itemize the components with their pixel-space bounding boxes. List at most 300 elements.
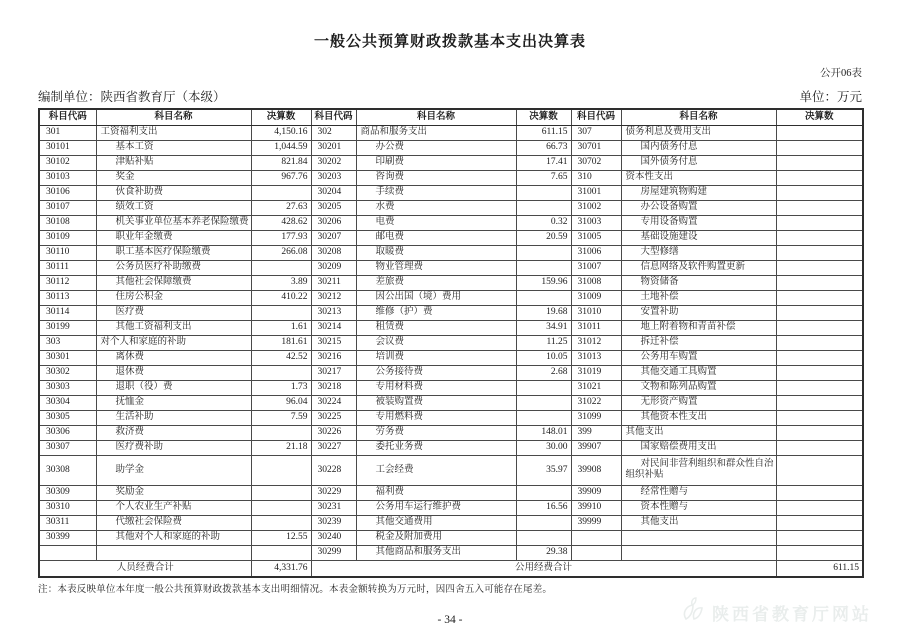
subject-code-cell: 30303: [39, 380, 96, 395]
column-header-amount-1: 决算数: [251, 109, 311, 125]
amount-cell: [776, 275, 863, 290]
subject-code-cell: 30310: [39, 500, 96, 515]
table-row: [39, 380, 863, 395]
subject-code-cell: 30302: [39, 365, 96, 380]
table-row: [39, 245, 863, 260]
subject-name-cell: 咨询费: [356, 170, 516, 185]
amount-cell: [776, 455, 863, 485]
subject-name-cell: 其他商品和服务支出: [356, 545, 516, 560]
amount-cell: 148.01: [516, 425, 571, 440]
subject-code-cell: 30304: [39, 395, 96, 410]
amount-cell: [516, 185, 571, 200]
subject-code-cell: 31005: [571, 230, 621, 245]
amount-cell: [776, 290, 863, 305]
subject-code-cell: [39, 545, 96, 560]
amount-cell: [776, 185, 863, 200]
subject-code-cell: 30107: [39, 200, 96, 215]
amount-cell: [516, 395, 571, 410]
amount-cell: [776, 425, 863, 440]
subject-name-cell: 奖励金: [96, 485, 251, 500]
subject-code-cell: [571, 545, 621, 560]
form-number-label: 公开06表: [820, 68, 862, 79]
subject-name-cell: 机关事业单位基本养老保险缴费: [96, 215, 251, 230]
subject-code-cell: 30214: [311, 320, 356, 335]
subject-name-cell: 退休费: [96, 365, 251, 380]
table-footer-row: [39, 560, 863, 577]
budget-table: [38, 108, 864, 578]
subject-code-cell: 307: [571, 125, 621, 140]
subject-name-cell: 基础设施建设: [621, 230, 776, 245]
amount-cell: 16.56: [516, 500, 571, 515]
subject-code-cell: 31013: [571, 350, 621, 365]
subject-name-cell: 电费: [356, 215, 516, 230]
amount-cell: [776, 350, 863, 365]
subject-code-cell: 30109: [39, 230, 96, 245]
column-header-name-1: 科目名称: [96, 109, 251, 125]
table-row: [39, 155, 863, 170]
amount-cell: [251, 425, 311, 440]
amount-cell: 1,044.59: [251, 140, 311, 155]
footer-personnel-total: 4,331.76: [251, 560, 311, 577]
table-row: [39, 170, 863, 185]
amount-cell: [516, 200, 571, 215]
subject-code-cell: 30217: [311, 365, 356, 380]
column-header-code-1: 科目代码: [39, 109, 96, 125]
amount-cell: 266.08: [251, 245, 311, 260]
subject-name-cell: 债务利息及费用支出: [621, 125, 776, 140]
subject-name-cell: [621, 530, 776, 545]
column-header-name-3: 科目名称: [621, 109, 776, 125]
amount-cell: [516, 410, 571, 425]
subject-name-cell: 公务用车购置: [621, 350, 776, 365]
table-row: [39, 230, 863, 245]
table-row: [39, 320, 863, 335]
table-row: [39, 200, 863, 215]
subject-name-cell: 助学金: [96, 455, 251, 485]
table-row: [39, 425, 863, 440]
subject-name-cell: 商品和服务支出: [356, 125, 516, 140]
amount-cell: [516, 380, 571, 395]
amount-cell: 410.22: [251, 290, 311, 305]
subject-code-cell: 31006: [571, 245, 621, 260]
subject-name-cell: 公务用车运行维护费: [356, 500, 516, 515]
subject-code-cell: 31021: [571, 380, 621, 395]
table-row: [39, 410, 863, 425]
subject-code-cell: 30218: [311, 380, 356, 395]
amount-cell: 1.73: [251, 380, 311, 395]
table-row: [39, 290, 863, 305]
subject-name-cell: 公务接待费: [356, 365, 516, 380]
amount-cell: 19.68: [516, 305, 571, 320]
table-row: [39, 485, 863, 500]
subject-code-cell: 31011: [571, 320, 621, 335]
subject-name-cell: 离休费: [96, 350, 251, 365]
subject-name-cell: 职工基本医疗保险缴费: [96, 245, 251, 260]
amount-cell: [776, 215, 863, 230]
subject-name-cell: 大型修缮: [621, 245, 776, 260]
amount-cell: [251, 545, 311, 560]
table-row: [39, 545, 863, 560]
subject-code-cell: 30301: [39, 350, 96, 365]
table-row: [39, 440, 863, 455]
subject-code-cell: 399: [571, 425, 621, 440]
page-number: - 34 -: [437, 614, 463, 626]
subject-code-cell: 30299: [311, 545, 356, 560]
subject-code-cell: 30239: [311, 515, 356, 530]
amount-cell: 29.38: [516, 545, 571, 560]
subject-code-cell: 31002: [571, 200, 621, 215]
subject-name-cell: 培训费: [356, 350, 516, 365]
subject-name-cell: 文物和陈列品购置: [621, 380, 776, 395]
amount-cell: [776, 125, 863, 140]
subject-code-cell: 30308: [39, 455, 96, 485]
subject-name-cell: 个人农业生产补贴: [96, 500, 251, 515]
subject-code-cell: 30307: [39, 440, 96, 455]
amount-cell: 967.76: [251, 170, 311, 185]
amount-cell: [776, 155, 863, 170]
subject-name-cell: 福利费: [356, 485, 516, 500]
subject-code-cell: 39999: [571, 515, 621, 530]
subject-name-cell: 生活补助: [96, 410, 251, 425]
subject-name-cell: 土地补偿: [621, 290, 776, 305]
subject-name-cell: 被装购置费: [356, 395, 516, 410]
amount-cell: 34.91: [516, 320, 571, 335]
table-row: [39, 125, 863, 140]
table-row: [39, 350, 863, 365]
subject-code-cell: 30205: [311, 200, 356, 215]
unit-label: 单位：万元: [799, 90, 862, 104]
subject-name-cell: 维修（护）费: [356, 305, 516, 320]
subject-code-cell: 30702: [571, 155, 621, 170]
column-header-amount-2: 决算数: [516, 109, 571, 125]
amount-cell: [776, 320, 863, 335]
table-row: [39, 500, 863, 515]
subject-name-cell: 其他交通费用: [356, 515, 516, 530]
subject-code-cell: 30701: [571, 140, 621, 155]
subject-name-cell: 手续费: [356, 185, 516, 200]
subject-code-cell: 30106: [39, 185, 96, 200]
subject-code-cell: 30113: [39, 290, 96, 305]
subject-name-cell: 会议费: [356, 335, 516, 350]
subject-name-cell: 国外债务付息: [621, 155, 776, 170]
subject-code-cell: 31003: [571, 215, 621, 230]
amount-cell: 96.04: [251, 395, 311, 410]
table-row: [39, 530, 863, 545]
amount-cell: [251, 485, 311, 500]
subject-name-cell: 办公费: [356, 140, 516, 155]
subject-code-cell: 30114: [39, 305, 96, 320]
subject-name-cell: 房屋建筑物购建: [621, 185, 776, 200]
amount-cell: [516, 245, 571, 260]
subject-name-cell: 救济费: [96, 425, 251, 440]
subject-name-cell: 退职（役）费: [96, 380, 251, 395]
subject-code-cell: 30112: [39, 275, 96, 290]
subject-code-cell: 31007: [571, 260, 621, 275]
subject-code-cell: 30399: [39, 530, 96, 545]
subject-name-cell: 资本性赠与: [621, 500, 776, 515]
subject-code-cell: 30229: [311, 485, 356, 500]
amount-cell: [251, 305, 311, 320]
amount-cell: [776, 140, 863, 155]
subject-name-cell: 无形资产购置: [621, 395, 776, 410]
subject-code-cell: 30207: [311, 230, 356, 245]
subject-name-cell: 其他交通工具购置: [621, 365, 776, 380]
subject-code-cell: 39910: [571, 500, 621, 515]
subject-name-cell: 其他支出: [621, 515, 776, 530]
subject-code-cell: 30206: [311, 215, 356, 230]
amount-cell: 428.62: [251, 215, 311, 230]
amount-cell: [251, 500, 311, 515]
amount-cell: [251, 260, 311, 275]
amount-cell: [776, 365, 863, 380]
table-row: [39, 365, 863, 380]
subject-code-cell: 30202: [311, 155, 356, 170]
amount-cell: 21.18: [251, 440, 311, 455]
amount-cell: 10.05: [516, 350, 571, 365]
subject-code-cell: 30305: [39, 410, 96, 425]
amount-cell: 181.61: [251, 335, 311, 350]
subject-code-cell: 302: [311, 125, 356, 140]
amount-cell: 821.84: [251, 155, 311, 170]
subject-code-cell: 30306: [39, 425, 96, 440]
amount-cell: [516, 290, 571, 305]
subject-code-cell: 31099: [571, 410, 621, 425]
amount-cell: 611.15: [516, 125, 571, 140]
amount-cell: 27.63: [251, 200, 311, 215]
amount-cell: [776, 500, 863, 515]
amount-cell: 159.96: [516, 275, 571, 290]
subject-code-cell: 31009: [571, 290, 621, 305]
subject-name-cell: 对民间非营利组织和群众性自治组织补贴: [621, 455, 776, 485]
subject-code-cell: 30240: [311, 530, 356, 545]
subject-name-cell: 津贴补贴: [96, 155, 251, 170]
subject-name-cell: 基本工资: [96, 140, 251, 155]
subject-code-cell: 30215: [311, 335, 356, 350]
subject-name-cell: 邮电费: [356, 230, 516, 245]
subject-code-cell: 30231: [311, 500, 356, 515]
subject-name-cell: 经常性赠与: [621, 485, 776, 500]
subject-name-cell: 工会经费: [356, 455, 516, 485]
subject-name-cell: 办公设备购置: [621, 200, 776, 215]
amount-cell: [251, 185, 311, 200]
amount-cell: 1.61: [251, 320, 311, 335]
subject-code-cell: 30311: [39, 515, 96, 530]
subject-code-cell: 30103: [39, 170, 96, 185]
table-note: 注：本表反映单位本年度一般公共预算财政拨款基本支出明细情况。本表金额转换为万元时，因四舍五入可能存在尾差。: [38, 585, 553, 595]
subject-code-cell: 30228: [311, 455, 356, 485]
table-row: [39, 140, 863, 155]
subject-code-cell: 39909: [571, 485, 621, 500]
footer-personnel-label: 人员经费合计: [39, 560, 251, 577]
amount-cell: [776, 515, 863, 530]
amount-cell: [776, 440, 863, 455]
table-row: [39, 260, 863, 275]
amount-cell: [776, 485, 863, 500]
amount-cell: 42.52: [251, 350, 311, 365]
amount-cell: 7.59: [251, 410, 311, 425]
page-title: 一般公共预算财政拨款基本支出决算表: [313, 34, 586, 50]
column-header-name-2: 科目名称: [356, 109, 516, 125]
subject-name-cell: 资本性支出: [621, 170, 776, 185]
amount-cell: [516, 260, 571, 275]
amount-cell: [776, 305, 863, 320]
subject-name-cell: 差旅费: [356, 275, 516, 290]
amount-cell: [776, 170, 863, 185]
subject-name-cell: 因公出国（境）费用: [356, 290, 516, 305]
subject-code-cell: 30227: [311, 440, 356, 455]
subject-name-cell: 印刷费: [356, 155, 516, 170]
table-row: [39, 215, 863, 230]
subject-code-cell: 30201: [311, 140, 356, 155]
subject-name-cell: 拆迁补偿: [621, 335, 776, 350]
amount-cell: 35.97: [516, 455, 571, 485]
subject-code-cell: 30204: [311, 185, 356, 200]
subject-name-cell: 伙食补助费: [96, 185, 251, 200]
subject-name-cell: [621, 545, 776, 560]
amount-cell: 20.59: [516, 230, 571, 245]
subject-name-cell: 工资福利支出: [96, 125, 251, 140]
footer-public-total: 611.15: [776, 560, 863, 577]
amount-cell: [251, 515, 311, 530]
watermark-text: 陕西省教育厅网站: [712, 605, 872, 624]
subject-name-cell: 其他工资福利支出: [96, 320, 251, 335]
amount-cell: 3.89: [251, 275, 311, 290]
subject-code-cell: 30225: [311, 410, 356, 425]
subject-code-cell: 301: [39, 125, 96, 140]
subject-name-cell: 劳务费: [356, 425, 516, 440]
table-row: [39, 275, 863, 290]
subject-name-cell: 国家赔偿费用支出: [621, 440, 776, 455]
amount-cell: [776, 260, 863, 275]
amount-cell: [776, 335, 863, 350]
table-row: [39, 455, 863, 485]
subject-name-cell: 公务员医疗补助缴费: [96, 260, 251, 275]
amount-cell: 7.65: [516, 170, 571, 185]
subject-code-cell: 30102: [39, 155, 96, 170]
subject-code-cell: 30199: [39, 320, 96, 335]
amount-cell: [516, 515, 571, 530]
subject-name-cell: 专用材料费: [356, 380, 516, 395]
subject-code-cell: 30110: [39, 245, 96, 260]
subject-code-cell: 30108: [39, 215, 96, 230]
subject-name-cell: 租赁费: [356, 320, 516, 335]
table-row: [39, 395, 863, 410]
amount-cell: [776, 380, 863, 395]
subject-code-cell: 31022: [571, 395, 621, 410]
subject-name-cell: 税金及附加费用: [356, 530, 516, 545]
footer-public-label: 公用经费合计: [311, 560, 776, 577]
subject-name-cell: 代缴社会保险费: [96, 515, 251, 530]
amount-cell: 0.32: [516, 215, 571, 230]
subject-code-cell: 31012: [571, 335, 621, 350]
amount-cell: 4,150.16: [251, 125, 311, 140]
subject-code-cell: 31010: [571, 305, 621, 320]
subject-name-cell: 住房公积金: [96, 290, 251, 305]
subject-code-cell: 39908: [571, 455, 621, 485]
subject-name-cell: 其他支出: [621, 425, 776, 440]
subject-name-cell: 对个人和家庭的补助: [96, 335, 251, 350]
subject-name-cell: 职业年金缴费: [96, 230, 251, 245]
amount-cell: [776, 545, 863, 560]
subject-code-cell: 30208: [311, 245, 356, 260]
amount-cell: 30.00: [516, 440, 571, 455]
subject-name-cell: 安置补助: [621, 305, 776, 320]
subject-name-cell: 医疗费: [96, 305, 251, 320]
subject-name-cell: 医疗费补助: [96, 440, 251, 455]
table-row: [39, 515, 863, 530]
subject-code-cell: 31001: [571, 185, 621, 200]
amount-cell: 177.93: [251, 230, 311, 245]
amount-cell: 2.68: [516, 365, 571, 380]
subject-name-cell: 专用燃料费: [356, 410, 516, 425]
amount-cell: [251, 365, 311, 380]
amount-cell: [776, 395, 863, 410]
subject-name-cell: [96, 545, 251, 560]
subject-name-cell: 奖金: [96, 170, 251, 185]
amount-cell: [776, 245, 863, 260]
amount-cell: [516, 485, 571, 500]
subject-code-cell: 303: [39, 335, 96, 350]
subject-name-cell: 取暖费: [356, 245, 516, 260]
amount-cell: 66.73: [516, 140, 571, 155]
amount-cell: [776, 410, 863, 425]
subject-name-cell: 其他社会保障缴费: [96, 275, 251, 290]
subject-name-cell: 抚恤金: [96, 395, 251, 410]
subject-code-cell: 30216: [311, 350, 356, 365]
subject-code-cell: 30212: [311, 290, 356, 305]
subject-code-cell: 30203: [311, 170, 356, 185]
column-header-amount-3: 决算数: [776, 109, 863, 125]
subject-code-cell: 30213: [311, 305, 356, 320]
subject-code-cell: 30224: [311, 395, 356, 410]
subject-name-cell: 水费: [356, 200, 516, 215]
column-header-code-2: 科目代码: [311, 109, 356, 125]
subject-code-cell: 30226: [311, 425, 356, 440]
subject-name-cell: 物业管理费: [356, 260, 516, 275]
subject-name-cell: 其他对个人和家庭的补助: [96, 530, 251, 545]
subject-code-cell: 30211: [311, 275, 356, 290]
amount-cell: [251, 455, 311, 485]
table-body: [39, 125, 863, 560]
subject-code-cell: 39907: [571, 440, 621, 455]
table-row: [39, 305, 863, 320]
subject-name-cell: 物资储备: [621, 275, 776, 290]
amount-cell: 17.41: [516, 155, 571, 170]
column-header-code-3: 科目代码: [571, 109, 621, 125]
subject-name-cell: 委托业务费: [356, 440, 516, 455]
subject-code-cell: 30309: [39, 485, 96, 500]
subject-code-cell: [571, 530, 621, 545]
table-row: [39, 335, 863, 350]
subject-name-cell: 其他资本性支出: [621, 410, 776, 425]
subject-name-cell: 地上附着物和青苗补偿: [621, 320, 776, 335]
subject-name-cell: 国内债务付息: [621, 140, 776, 155]
prepared-by-label: 编制单位：陕西省教育厅（本级）: [38, 90, 226, 104]
amount-cell: 12.55: [251, 530, 311, 545]
subject-name-cell: 专用设备购置: [621, 215, 776, 230]
amount-cell: [516, 530, 571, 545]
subject-code-cell: 30111: [39, 260, 96, 275]
subject-name-cell: 绩效工资: [96, 200, 251, 215]
subject-code-cell: 30209: [311, 260, 356, 275]
subject-name-cell: 信息网络及软件购置更新: [621, 260, 776, 275]
table-row: [39, 185, 863, 200]
amount-cell: [776, 200, 863, 215]
amount-cell: [776, 230, 863, 245]
table-header-row: [39, 109, 863, 125]
subject-code-cell: 31008: [571, 275, 621, 290]
subject-code-cell: 30101: [39, 140, 96, 155]
